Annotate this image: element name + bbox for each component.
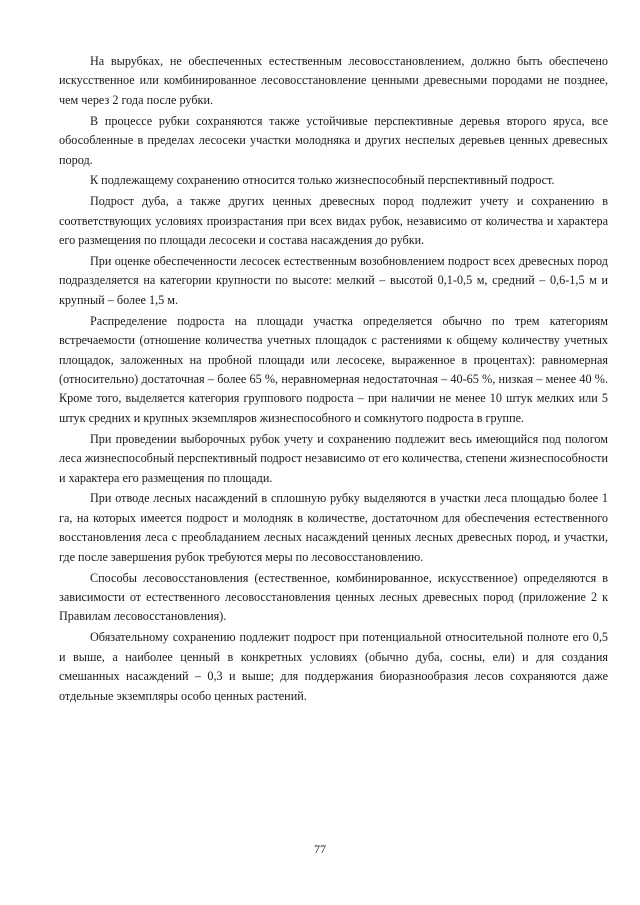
paragraph-size-categories: При оценке обеспеченности лесосек естественным возобновлением подрост всех древесных пород подразделяется на категории крупности по высоте: мелкий – высотой 0,1-0,5 м, средний – 0,6-1,5 м и крупный – более 1,5 м. (59, 254, 608, 307)
paragraph-viable-undergrowth: К подлежащему сохранению относится только жизнеспособный перспективный подрост. (90, 173, 555, 188)
paragraph-oak-undergrowth: Подрост дуба, а также других ценных древесных пород подлежит учету и сохранению в соответствующих условиях произрастания при всех видах рубок, независимо от количества и характера его размещения по площади лесосеки и состава насаждения до рубки. (59, 194, 608, 248)
paragraph-second-tier-trees: В процессе рубки сохраняются также устойчивые перспективные деревья второго яруса, все обособленные в пределах лесосеки участки молодняка и других неспелых деревьев ценных древесных пород. (59, 113, 608, 167)
paragraph-reforestation-requirement: На вырубках, не обеспеченных естественным лесовосстановлением, должно быть обеспечено искусственное или комбинированное лесовосстановление ценными древесными породами не позднее, чем через 2 года после рубки. (59, 54, 608, 107)
paragraph-clear-felling-allotment: При отводе лесных насаждений в сплошную рубку выделяются в участки леса площадью более 1 га, на которых имеется подрост и молодняк в количестве, достаточном для обеспечения естественного восстановления леса с преобладанием лесных насаждений ценных лесных древесных пород, и участки, где после завершения рубок требуются меры по лесовосстановлению. (59, 491, 608, 564)
paragraph-mandatory-preservation: Обязательному сохранению подлежит подрост при потенциальной относительной полноте его 0,5 и выше, а наиболее ценный в конкретных условиях (обычно дуба, сосны, ели) и для создания смешанных насаждений – 0,3 и выше; для поддержания биоразнообразия лесов сохраняются даже отдельные экземпляры особо ценных растений. (59, 630, 608, 703)
body-text (59, 52, 608, 706)
paragraph-distribution-categories: Распределение подроста на площади участка определяется обычно по трем категориям встречаемости (отношение количества учетных площадок с растениями к общему количеству учетных площадок, заложенных на пробной площади или лесосеке, выраженное в процентах): равномерная (относительно) достаточная – более 65 %, неравномерная недостаточная – 40-65 %, низкая – менее 40 %. Кроме того, выделяется категория группового подроста – при наличии не менее 10 штук мелких или 5 штук средних и крупных экземпляров жизнеспособного и сомкнутого подроста в группе. (59, 313, 608, 425)
page-number: 77 (314, 842, 326, 856)
paragraph-selective-felling: При проведении выборочных рубок учету и сохранению подлежит весь имеющийся под пологом леса жизнеспособный перспективный подрост независимо от его количества, степени жизнеспособности и характера его размещения по площади. (59, 431, 608, 485)
paragraph-reforestation-methods: Способы лесовосстановления (естественное, комбинированное, искусственное) определяются в зависимости от естественного лесовосстановления ценных лесных древесных пород (приложение 2 к Правилам лесовосстановления). (59, 570, 608, 624)
